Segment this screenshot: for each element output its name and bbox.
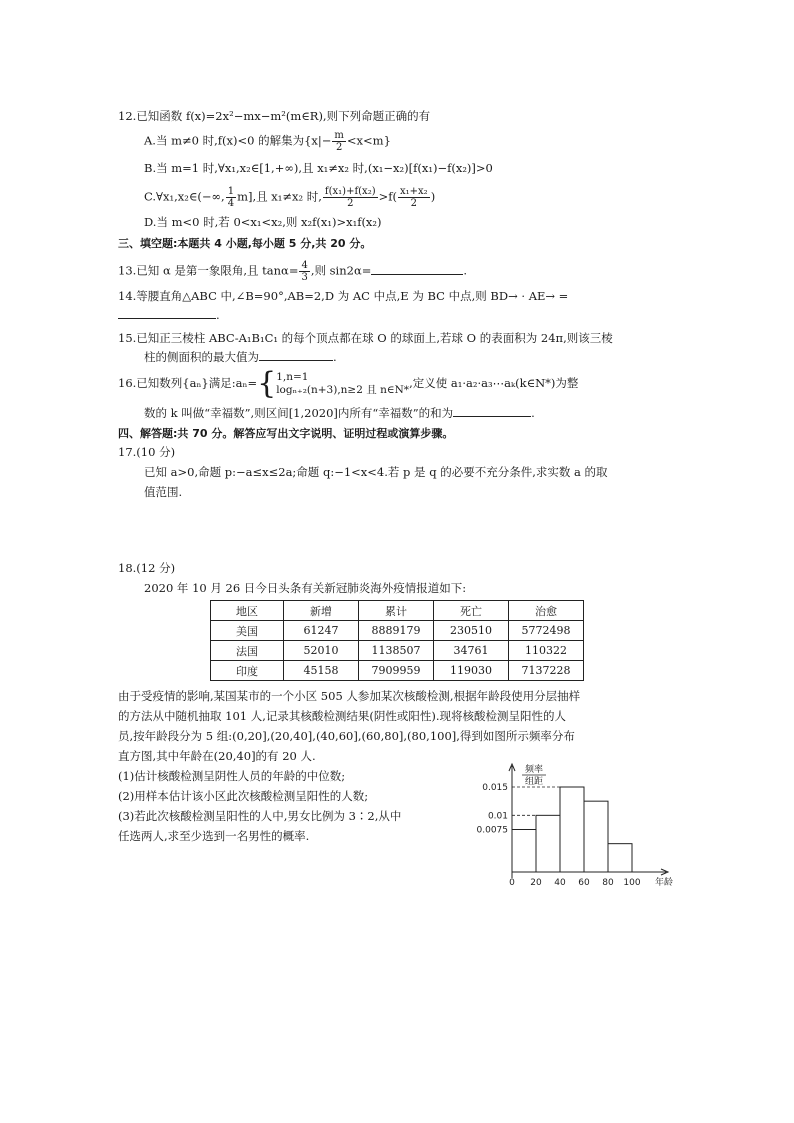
section-3-heading: 三、填空题:本题共 4 小题,每小题 5 分,共 20 分。	[118, 237, 372, 250]
q12-option-a: A.当 m≠0 时,f(x)<0 的解集为{x|− $\frac{m}{2}$ <x<m}	[144, 130, 391, 153]
q16-line1: 16.已知数列{aₙ}满足:aₙ={ 1,n=1 logₙ₊₂(n+3),n≥2 且 n∈N* ,定义使 a₁·a₂·a₃⋯aₖ(k∈N*)为整	[118, 366, 579, 401]
histogram-bar	[536, 815, 560, 872]
q12-stem: 12.已知函数 f(x)=2x²−mx−m²(m∈R),则下列命题正确的有	[118, 109, 431, 123]
table-row: 印度 45158 7909959 119030 7137228	[211, 661, 584, 681]
histogram-bar	[512, 830, 536, 873]
q15-line2: 柱的侧面积的最大值为 .	[144, 350, 337, 364]
x-tick-label: 40	[554, 878, 566, 888]
histogram-bar	[608, 844, 632, 872]
q16-line2: 数的 k 叫做“幸福数”,则区间[1,2020]内所有“幸福数”的和为 .	[144, 406, 535, 420]
q15-line1: 15.已知正三棱柱 ABC-A₁B₁C₁ 的每个顶点都在球 O 的球面上,若球 O 的表面积为 24π,则该三棱	[118, 331, 613, 345]
q18-intro: 2020 年 10 月 26 日今日头条有关新冠肺炎海外疫情报道如下:	[144, 581, 467, 595]
q17-head: 17.(10 分)	[118, 445, 176, 459]
q18-para1: 由于受疫情的影响,某国某市的一个小区 505 人参加某次核酸检测,根据年龄段使用分层抽样	[118, 689, 581, 703]
table-header-row: 地区 新增 累计 死亡 治愈	[211, 601, 584, 621]
y-tick-label: 0.015	[482, 783, 508, 793]
section-4-heading: 四、解答题:共 70 分。解答应写出文字说明、证明过程或演算步骤。	[118, 427, 454, 440]
q17-line2: 值范围.	[144, 485, 183, 499]
q14-line1: 14.等腰直角△ABC 中,∠B=90°,AB=2,D 为 AC 中点,E 为 BC 中点,则 BD→ · AE→ =	[118, 289, 569, 303]
y-tick-label: 0.01	[487, 811, 508, 822]
x-tick-label: 60	[578, 878, 590, 888]
q12-option-d: D.当 m<0 时,若 0<x₁<x₂,则 x₂f(x₁)>x₁f(x₂)	[144, 215, 382, 229]
q17-line1: 已知 a>0,命题 p:−a≤x≤2a;命题 q:−1<x<4.若 p 是 q 的必要不充分条件,求实数 a 的取	[144, 465, 608, 479]
table-row: 法国 52010 1138507 34761 110322	[211, 641, 584, 661]
q14-answer-blank[interactable]	[118, 306, 216, 319]
q18-sub2: (2)用样本估计该小区此次核酸检测呈阳性的人数;	[118, 789, 369, 803]
q18-sub1: (1)估计核酸检测呈阴性人员的年龄的中位数;	[118, 769, 346, 783]
q18-sub3a: (3)若此次核酸检测呈阳性的人中,男女比例为 3∶2,从中	[118, 809, 402, 823]
x-axis-label: 年龄	[655, 878, 674, 888]
histogram-bar	[584, 801, 608, 872]
x-tick-label: 0	[509, 878, 515, 888]
x-tick-label: 100	[623, 878, 641, 888]
epidemic-table	[210, 600, 584, 681]
q18-para3: 员,按年龄段分为 5 组:(0,20],(20,40],(40,60],(60,80],(80,100],得到如图所示频率分布	[118, 729, 575, 743]
frequency-histogram	[470, 752, 700, 892]
q18-head: 18.(12 分)	[118, 561, 176, 575]
q16-answer-blank[interactable]	[453, 404, 531, 417]
q12-option-b: B.当 m=1 时,∀x₁,x₂∈[1,+∞),且 x₁≠x₂ 时,(x₁−x₂)[f(x₁)−f(x₂)]>0	[144, 161, 493, 175]
table-row: 美国 61247 8889179 230510 5772498	[211, 621, 584, 641]
y-tick-label: 0.0075	[476, 825, 508, 836]
y-axis-label-den: 组距	[524, 777, 544, 787]
q18-sub3b: 任选两人,求至少选到一名男性的概率.	[118, 829, 310, 843]
q18-para2: 的方法从中随机抽取 101 人,记录其核酸检测结果(阴性或阳性).现将核酸检测呈阳性的人	[118, 709, 567, 723]
histogram-bar	[560, 787, 584, 872]
x-tick-label: 20	[530, 878, 542, 888]
q13-answer-blank[interactable]	[371, 262, 463, 275]
q14-line2: .	[118, 306, 220, 323]
q15-answer-blank[interactable]	[259, 348, 333, 361]
x-tick-label: 80	[602, 878, 614, 888]
q12-option-c: C.∀x₁,x₂∈(−∞, $\frac{1}{4}$ m],且 x₁≠x₂ 时, $\frac{\text{f(x₁)+f(x₂)}}{2}$ >f( $\frac{\text{x₁+x₂}}{2}$ )	[144, 186, 436, 209]
q13: 13.已知 α 是第一象限角,且 tanα= $\frac{4}{3}$ ,则 sin2α= .	[118, 260, 468, 283]
y-axis-label-num: 频率	[524, 765, 544, 775]
q18-para4: 直方图,其中年龄在(20,40]的有 20 人.	[118, 749, 316, 763]
